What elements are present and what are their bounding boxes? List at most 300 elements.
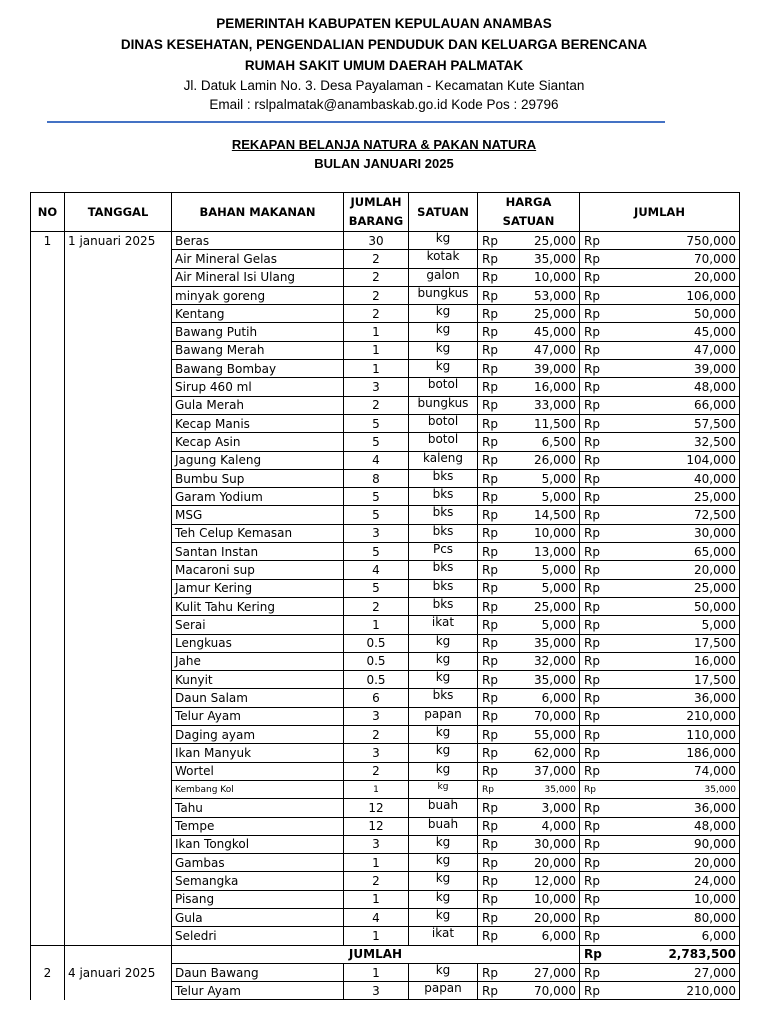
item-unit: buah bbox=[409, 817, 478, 835]
item-unit: kg bbox=[409, 652, 478, 670]
total-currency: Rp bbox=[580, 817, 608, 835]
item-qty: 2 bbox=[344, 250, 409, 268]
item-unit: Pcs bbox=[409, 543, 478, 561]
price-currency: Rp bbox=[478, 360, 505, 378]
header-contact: Email : rslpalmatak@anambaskab.go.id Kode Pos : 29796 bbox=[209, 97, 559, 112]
item-total: 110,000 bbox=[608, 726, 740, 744]
item-unit: kg bbox=[409, 890, 478, 908]
header-line-2: DINAS KESEHATAN, PENGENDALIAN PENDUDUK DAN KELUARGA BERENCANA bbox=[120, 37, 648, 52]
row-no bbox=[31, 780, 65, 798]
col-header-bahan: BAHAN MAKANAN bbox=[172, 193, 344, 232]
item-total: 210,000 bbox=[608, 707, 740, 725]
total-currency: Rp bbox=[580, 579, 608, 597]
item-price: 10,000 bbox=[505, 890, 580, 908]
item-qty: 0.5 bbox=[344, 652, 409, 670]
item-name: Santan Instan bbox=[172, 543, 344, 561]
table-row bbox=[31, 817, 740, 835]
total-currency: Rp bbox=[580, 671, 608, 689]
table-header-row bbox=[31, 193, 740, 232]
item-total: 16,000 bbox=[608, 652, 740, 670]
row-date bbox=[65, 835, 172, 853]
item-name: Wortel bbox=[172, 762, 344, 780]
row-no bbox=[31, 908, 65, 926]
item-total: 27,000 bbox=[608, 963, 740, 981]
item-qty: 3 bbox=[344, 707, 409, 725]
row-date bbox=[65, 817, 172, 835]
item-name: Pisang bbox=[172, 890, 344, 908]
price-currency: Rp bbox=[478, 908, 505, 926]
row-date bbox=[65, 286, 172, 304]
table-row bbox=[31, 250, 740, 268]
price-currency: Rp bbox=[478, 854, 505, 872]
price-currency: Rp bbox=[478, 469, 505, 487]
item-unit: kotak bbox=[409, 250, 478, 268]
table-row bbox=[31, 835, 740, 853]
subtotal-blank bbox=[65, 945, 172, 963]
total-currency: Rp bbox=[580, 835, 608, 853]
item-total: 70,000 bbox=[608, 250, 740, 268]
item-unit: kg bbox=[409, 872, 478, 890]
price-currency: Rp bbox=[478, 780, 505, 798]
row-no bbox=[31, 506, 65, 524]
item-unit: kg bbox=[409, 671, 478, 689]
row-no bbox=[31, 268, 65, 286]
item-name: Sirup 460 ml bbox=[172, 378, 344, 396]
item-price: 6,000 bbox=[505, 689, 580, 707]
price-currency: Rp bbox=[478, 872, 505, 890]
price-currency: Rp bbox=[478, 982, 505, 1000]
item-price: 10,000 bbox=[505, 268, 580, 286]
row-date bbox=[65, 433, 172, 451]
row-no bbox=[31, 872, 65, 890]
item-qty: 2 bbox=[344, 597, 409, 615]
row-no bbox=[31, 286, 65, 304]
item-unit: botol bbox=[409, 414, 478, 432]
item-qty: 3 bbox=[344, 835, 409, 853]
item-qty: 5 bbox=[344, 433, 409, 451]
total-currency: Rp bbox=[580, 689, 608, 707]
item-qty: 6 bbox=[344, 689, 409, 707]
item-name: Tempe bbox=[172, 817, 344, 835]
item-qty: 2 bbox=[344, 305, 409, 323]
item-unit: bungkus bbox=[409, 286, 478, 304]
item-name: Telur Ayam bbox=[172, 982, 344, 1000]
item-unit: kg bbox=[409, 360, 478, 378]
item-total: 20,000 bbox=[608, 268, 740, 286]
row-date bbox=[65, 908, 172, 926]
row-date bbox=[65, 305, 172, 323]
row-no bbox=[31, 854, 65, 872]
item-unit: bks bbox=[409, 579, 478, 597]
item-total: 45,000 bbox=[608, 323, 740, 341]
row-date bbox=[65, 250, 172, 268]
table-row bbox=[31, 232, 740, 250]
row-no bbox=[31, 250, 65, 268]
table-row bbox=[31, 378, 740, 396]
item-name: Daun Bawang bbox=[172, 963, 344, 981]
item-unit: kg bbox=[409, 780, 478, 798]
price-currency: Rp bbox=[478, 543, 505, 561]
header-address: Jl. Datuk Lamin No. 3. Desa Payalaman - Kecamatan Kute Siantan bbox=[183, 78, 585, 93]
row-no bbox=[31, 341, 65, 359]
item-qty: 5 bbox=[344, 543, 409, 561]
item-unit: ikat bbox=[409, 616, 478, 634]
item-qty: 1 bbox=[344, 616, 409, 634]
row-no bbox=[31, 561, 65, 579]
total-currency: Rp bbox=[580, 286, 608, 304]
row-date bbox=[65, 799, 172, 817]
row-no bbox=[31, 378, 65, 396]
item-qty: 3 bbox=[344, 524, 409, 542]
subtotal-row bbox=[31, 945, 740, 963]
item-name: Lengkuas bbox=[172, 634, 344, 652]
total-currency: Rp bbox=[580, 414, 608, 432]
item-unit: bks bbox=[409, 689, 478, 707]
price-currency: Rp bbox=[478, 378, 505, 396]
col-header-no: NO bbox=[31, 193, 65, 232]
total-currency: Rp bbox=[580, 616, 608, 634]
price-currency: Rp bbox=[478, 286, 505, 304]
row-no bbox=[31, 616, 65, 634]
price-currency: Rp bbox=[478, 232, 505, 250]
item-qty: 2 bbox=[344, 726, 409, 744]
item-unit: bks bbox=[409, 597, 478, 615]
row-no bbox=[31, 652, 65, 670]
item-price: 14,500 bbox=[505, 506, 580, 524]
row-no bbox=[31, 890, 65, 908]
item-unit: kg bbox=[409, 835, 478, 853]
col-header-jumlah: JUMLAH bbox=[580, 193, 740, 232]
row-no bbox=[31, 707, 65, 725]
item-qty: 0.5 bbox=[344, 634, 409, 652]
table-row bbox=[31, 543, 740, 561]
total-currency: Rp bbox=[580, 341, 608, 359]
item-price: 62,000 bbox=[505, 744, 580, 762]
total-currency: Rp bbox=[580, 744, 608, 762]
item-qty: 8 bbox=[344, 469, 409, 487]
price-currency: Rp bbox=[478, 762, 505, 780]
item-price: 3,000 bbox=[505, 799, 580, 817]
item-total: 57,500 bbox=[608, 414, 740, 432]
price-currency: Rp bbox=[478, 616, 505, 634]
row-no bbox=[31, 689, 65, 707]
item-name: Kulit Tahu Kering bbox=[172, 597, 344, 615]
header-line-1: PEMERINTAH KABUPATEN KEPULAUAN ANAMBAS bbox=[216, 16, 552, 31]
item-name: Daun Salam bbox=[172, 689, 344, 707]
subtotal-label: JUMLAH bbox=[172, 945, 580, 963]
row-date bbox=[65, 616, 172, 634]
price-currency: Rp bbox=[478, 305, 505, 323]
price-currency: Rp bbox=[478, 561, 505, 579]
item-price: 25,000 bbox=[505, 305, 580, 323]
table-row bbox=[31, 963, 740, 981]
item-qty: 4 bbox=[344, 561, 409, 579]
total-currency: Rp bbox=[580, 597, 608, 615]
item-price: 35,000 bbox=[505, 250, 580, 268]
item-name: MSG bbox=[172, 506, 344, 524]
subtotal-currency: Rp bbox=[580, 945, 608, 963]
report-title: REKAPAN BELANJA NATURA & PAKAN NATURA bbox=[231, 137, 537, 152]
row-no bbox=[31, 469, 65, 487]
table-row bbox=[31, 854, 740, 872]
row-date: 4 januari 2025 bbox=[65, 963, 172, 981]
table-row bbox=[31, 579, 740, 597]
row-date bbox=[65, 524, 172, 542]
total-currency: Rp bbox=[580, 634, 608, 652]
col-header-harga: HARGA SATUAN bbox=[478, 193, 580, 232]
item-price: 45,000 bbox=[505, 323, 580, 341]
row-date bbox=[65, 982, 172, 1000]
row-no bbox=[31, 360, 65, 378]
price-currency: Rp bbox=[478, 652, 505, 670]
row-date bbox=[65, 561, 172, 579]
price-currency: Rp bbox=[478, 963, 505, 981]
table-row bbox=[31, 616, 740, 634]
table-row bbox=[31, 634, 740, 652]
total-currency: Rp bbox=[580, 250, 608, 268]
table-row bbox=[31, 396, 740, 414]
item-name: Tahu bbox=[172, 799, 344, 817]
total-currency: Rp bbox=[580, 232, 608, 250]
item-price: 70,000 bbox=[505, 982, 580, 1000]
col-header-tanggal: TANGGAL bbox=[65, 193, 172, 232]
item-price: 16,000 bbox=[505, 378, 580, 396]
item-price: 25,000 bbox=[505, 597, 580, 615]
item-qty: 3 bbox=[344, 982, 409, 1000]
table-row bbox=[31, 323, 740, 341]
price-currency: Rp bbox=[478, 268, 505, 286]
col-header-satuan: SATUAN bbox=[409, 193, 478, 232]
table-row bbox=[31, 652, 740, 670]
item-name: Telur Ayam bbox=[172, 707, 344, 725]
table-row bbox=[31, 524, 740, 542]
item-total: 40,000 bbox=[608, 469, 740, 487]
table-row bbox=[31, 780, 740, 798]
row-date bbox=[65, 469, 172, 487]
item-price: 25,000 bbox=[505, 232, 580, 250]
price-currency: Rp bbox=[478, 817, 505, 835]
row-date bbox=[65, 360, 172, 378]
item-qty: 1 bbox=[344, 963, 409, 981]
row-date bbox=[65, 854, 172, 872]
item-qty: 30 bbox=[344, 232, 409, 250]
row-no bbox=[31, 597, 65, 615]
item-total: 106,000 bbox=[608, 286, 740, 304]
row-date bbox=[65, 890, 172, 908]
item-name: Daging ayam bbox=[172, 726, 344, 744]
row-date bbox=[65, 488, 172, 506]
item-name: Teh Celup Kemasan bbox=[172, 524, 344, 542]
item-name: Seledri bbox=[172, 927, 344, 945]
col-header-jumlah-barang: JUMLAH BARANG bbox=[344, 193, 409, 232]
item-unit: bks bbox=[409, 488, 478, 506]
item-unit: ikat bbox=[409, 927, 478, 945]
item-unit: kg bbox=[409, 341, 478, 359]
item-qty: 1 bbox=[344, 780, 409, 798]
table-row bbox=[31, 726, 740, 744]
item-unit: kaleng bbox=[409, 451, 478, 469]
item-total: 48,000 bbox=[608, 378, 740, 396]
item-price: 35,000 bbox=[505, 671, 580, 689]
table-row bbox=[31, 982, 740, 1000]
item-unit: kg bbox=[409, 963, 478, 981]
row-date bbox=[65, 726, 172, 744]
item-total: 72,500 bbox=[608, 506, 740, 524]
total-currency: Rp bbox=[580, 908, 608, 926]
total-currency: Rp bbox=[580, 378, 608, 396]
total-currency: Rp bbox=[580, 396, 608, 414]
total-currency: Rp bbox=[580, 726, 608, 744]
item-price: 12,000 bbox=[505, 872, 580, 890]
item-unit: kg bbox=[409, 232, 478, 250]
row-date bbox=[65, 323, 172, 341]
item-qty: 2 bbox=[344, 268, 409, 286]
total-currency: Rp bbox=[580, 799, 608, 817]
row-no bbox=[31, 543, 65, 561]
table-row bbox=[31, 305, 740, 323]
item-name: Jahe bbox=[172, 652, 344, 670]
item-total: 48,000 bbox=[608, 817, 740, 835]
table-row bbox=[31, 890, 740, 908]
table-row bbox=[31, 908, 740, 926]
item-total: 24,000 bbox=[608, 872, 740, 890]
item-name: Kunyit bbox=[172, 671, 344, 689]
row-no bbox=[31, 323, 65, 341]
table-row bbox=[31, 597, 740, 615]
total-currency: Rp bbox=[580, 268, 608, 286]
row-no bbox=[31, 396, 65, 414]
subtotal-blank bbox=[31, 945, 65, 963]
row-date bbox=[65, 762, 172, 780]
item-qty: 1 bbox=[344, 890, 409, 908]
item-price: 20,000 bbox=[505, 854, 580, 872]
item-name: Kembang Kol bbox=[172, 780, 344, 798]
row-date bbox=[65, 543, 172, 561]
item-unit: bks bbox=[409, 524, 478, 542]
table-row bbox=[31, 872, 740, 890]
row-no bbox=[31, 451, 65, 469]
total-currency: Rp bbox=[580, 433, 608, 451]
item-unit: kg bbox=[409, 854, 478, 872]
row-date bbox=[65, 506, 172, 524]
item-qty: 4 bbox=[344, 451, 409, 469]
row-no bbox=[31, 799, 65, 817]
price-currency: Rp bbox=[478, 250, 505, 268]
item-name: Garam Yodium bbox=[172, 488, 344, 506]
item-unit: botol bbox=[409, 433, 478, 451]
item-name: Kentang bbox=[172, 305, 344, 323]
item-total: 39,000 bbox=[608, 360, 740, 378]
price-currency: Rp bbox=[478, 927, 505, 945]
price-currency: Rp bbox=[478, 414, 505, 432]
row-date bbox=[65, 268, 172, 286]
price-currency: Rp bbox=[478, 451, 505, 469]
row-no bbox=[31, 835, 65, 853]
row-date bbox=[65, 597, 172, 615]
total-currency: Rp bbox=[580, 323, 608, 341]
total-currency: Rp bbox=[580, 469, 608, 487]
item-unit: kg bbox=[409, 634, 478, 652]
item-name: Air Mineral Isi Ulang bbox=[172, 268, 344, 286]
row-no bbox=[31, 817, 65, 835]
item-name: Jagung Kaleng bbox=[172, 451, 344, 469]
item-total: 90,000 bbox=[608, 835, 740, 853]
item-qty: 5 bbox=[344, 506, 409, 524]
table-row bbox=[31, 744, 740, 762]
item-qty: 5 bbox=[344, 488, 409, 506]
item-qty: 5 bbox=[344, 579, 409, 597]
item-total: 50,000 bbox=[608, 597, 740, 615]
item-name: Kecap Manis bbox=[172, 414, 344, 432]
table-row bbox=[31, 451, 740, 469]
item-total: 17,500 bbox=[608, 634, 740, 652]
row-no bbox=[31, 927, 65, 945]
item-price: 47,000 bbox=[505, 341, 580, 359]
item-total: 20,000 bbox=[608, 854, 740, 872]
table-row bbox=[31, 414, 740, 432]
item-price: 4,000 bbox=[505, 817, 580, 835]
price-currency: Rp bbox=[478, 744, 505, 762]
header-divider bbox=[47, 121, 665, 123]
item-unit: papan bbox=[409, 707, 478, 725]
item-name: Ikan Manyuk bbox=[172, 744, 344, 762]
item-name: Gula Merah bbox=[172, 396, 344, 414]
table-row bbox=[31, 561, 740, 579]
item-price: 55,000 bbox=[505, 726, 580, 744]
row-date bbox=[65, 744, 172, 762]
item-price: 20,000 bbox=[505, 908, 580, 926]
table-row bbox=[31, 360, 740, 378]
table-row bbox=[31, 689, 740, 707]
item-price: 70,000 bbox=[505, 707, 580, 725]
item-qty: 5 bbox=[344, 414, 409, 432]
item-total: 80,000 bbox=[608, 908, 740, 926]
item-unit: papan bbox=[409, 982, 478, 1000]
item-unit: buah bbox=[409, 799, 478, 817]
total-currency: Rp bbox=[580, 927, 608, 945]
row-no bbox=[31, 433, 65, 451]
item-unit: galon bbox=[409, 268, 478, 286]
total-currency: Rp bbox=[580, 872, 608, 890]
price-currency: Rp bbox=[478, 488, 505, 506]
price-currency: Rp bbox=[478, 671, 505, 689]
price-currency: Rp bbox=[478, 799, 505, 817]
header-line-3: RUMAH SAKIT UMUM DAERAH PALMATAK bbox=[244, 58, 524, 73]
item-qty: 1 bbox=[344, 927, 409, 945]
item-price: 13,000 bbox=[505, 543, 580, 561]
item-price: 35,000 bbox=[505, 780, 580, 798]
row-date bbox=[65, 634, 172, 652]
item-unit: bks bbox=[409, 469, 478, 487]
row-date bbox=[65, 872, 172, 890]
total-currency: Rp bbox=[580, 707, 608, 725]
item-total: 25,000 bbox=[608, 579, 740, 597]
row-date bbox=[65, 927, 172, 945]
row-no bbox=[31, 524, 65, 542]
item-name: Gambas bbox=[172, 854, 344, 872]
row-no bbox=[31, 762, 65, 780]
item-price: 37,000 bbox=[505, 762, 580, 780]
item-qty: 3 bbox=[344, 744, 409, 762]
item-qty: 1 bbox=[344, 854, 409, 872]
item-total: 32,500 bbox=[608, 433, 740, 451]
item-name: Air Mineral Gelas bbox=[172, 250, 344, 268]
row-no bbox=[31, 579, 65, 597]
item-name: Jamur Kering bbox=[172, 579, 344, 597]
item-unit: kg bbox=[409, 726, 478, 744]
subtotal-value: 2,783,500 bbox=[608, 945, 740, 963]
item-price: 35,000 bbox=[505, 634, 580, 652]
